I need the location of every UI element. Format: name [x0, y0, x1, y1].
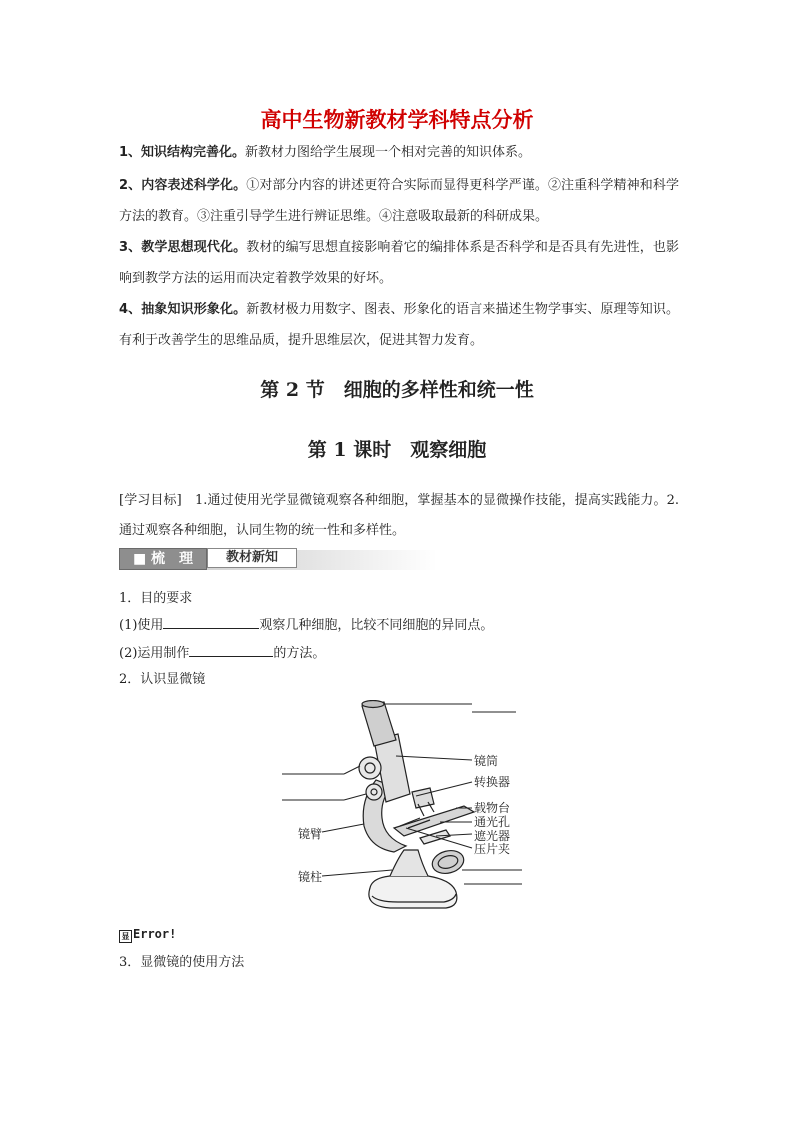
- item-1b: [119, 643, 325, 664]
- error-text: Error!: [133, 927, 177, 941]
- error-icon: 显: [119, 930, 132, 943]
- feature-4-text: 新教材极力用数字、图表、形象化的语言来描述生物学事实、原理等知识。有利于改善学生的思维品质，提升思维层次，促进其智力发育。: [119, 302, 679, 348]
- feature-2-lead: 2、内容表述科学化。: [119, 178, 247, 193]
- feature-2-text: ①对部分内容的讲述更符合实际而显得更科学严谨。②注重科学精神和科学方法的教育。③注重引导学生进行辨证思维。④注意吸取最新的科研成果。: [119, 178, 679, 224]
- item-1b-pre: (2)运用制作: [119, 646, 190, 661]
- feature-1-lead: 1、知识结构完善化。: [119, 145, 246, 160]
- feature-3: [119, 232, 679, 294]
- fill-blank-1[interactable]: [163, 615, 259, 629]
- item-3-heading: 3．显微镜的使用方法: [119, 955, 245, 970]
- section-banner: [119, 548, 437, 570]
- lesson-title: 第 1 课时 观察细胞: [307, 439, 487, 461]
- item-2-heading: 2．认识显微镜: [119, 672, 206, 687]
- fill-blank-2[interactable]: [189, 643, 273, 657]
- item-1-heading: 1．目的要求: [119, 591, 193, 606]
- feature-4-lead: 4、抽象知识形象化。: [119, 302, 247, 317]
- label-clip: 压片夹: [474, 842, 511, 856]
- feature-1: [119, 137, 679, 168]
- label-stage: 载物台: [474, 801, 511, 815]
- feature-3-text: 教材的编写思想直接影响着它的编排体系是否科学和是否具有先进性，也影响到教学方法的运用而决定着教学效果的好坏。: [119, 240, 679, 286]
- feature-4: [119, 294, 679, 356]
- label-aperture: 通光孔: [474, 815, 511, 829]
- feature-2: [119, 170, 679, 232]
- label-diaphragm: 遮光器: [474, 829, 511, 843]
- feature-3-lead: 3、教学思想现代化。: [119, 240, 247, 255]
- item-1a-pre: (1)使用: [119, 618, 164, 633]
- label-converter: 转换器: [474, 775, 511, 789]
- label-arm: 镜臂: [298, 827, 323, 841]
- feature-1-text: 新教材力图给学生展现一个相对完善的知识体系。: [245, 145, 532, 160]
- document-title: 高中生物新教材学科特点分析: [260, 108, 534, 132]
- item-1a-post: 观察几种细胞，比较不同细胞的异同点。: [259, 618, 494, 633]
- banner-tag-new-knowledge: 教材新知: [207, 548, 297, 568]
- label-tube: 镜筒: [474, 754, 499, 768]
- error-marker: [119, 927, 176, 943]
- section-title: 第 2 节 细胞的多样性和统一性: [260, 379, 534, 401]
- item-1a: [119, 615, 493, 636]
- label-pillar: 镜柱: [298, 870, 323, 884]
- item-1b-post: 的方法。: [273, 646, 326, 661]
- banner-tag-review: ■ 梳 理: [119, 548, 207, 570]
- learning-goals: [学习目标] 1.通过使用光学显微镜观察各种细胞，掌握基本的显微操作技能，提高实践能力。2.通过观察各种细胞，认同生物的统一性和多样性。: [119, 493, 679, 538]
- microscope-diagram: [278, 700, 524, 914]
